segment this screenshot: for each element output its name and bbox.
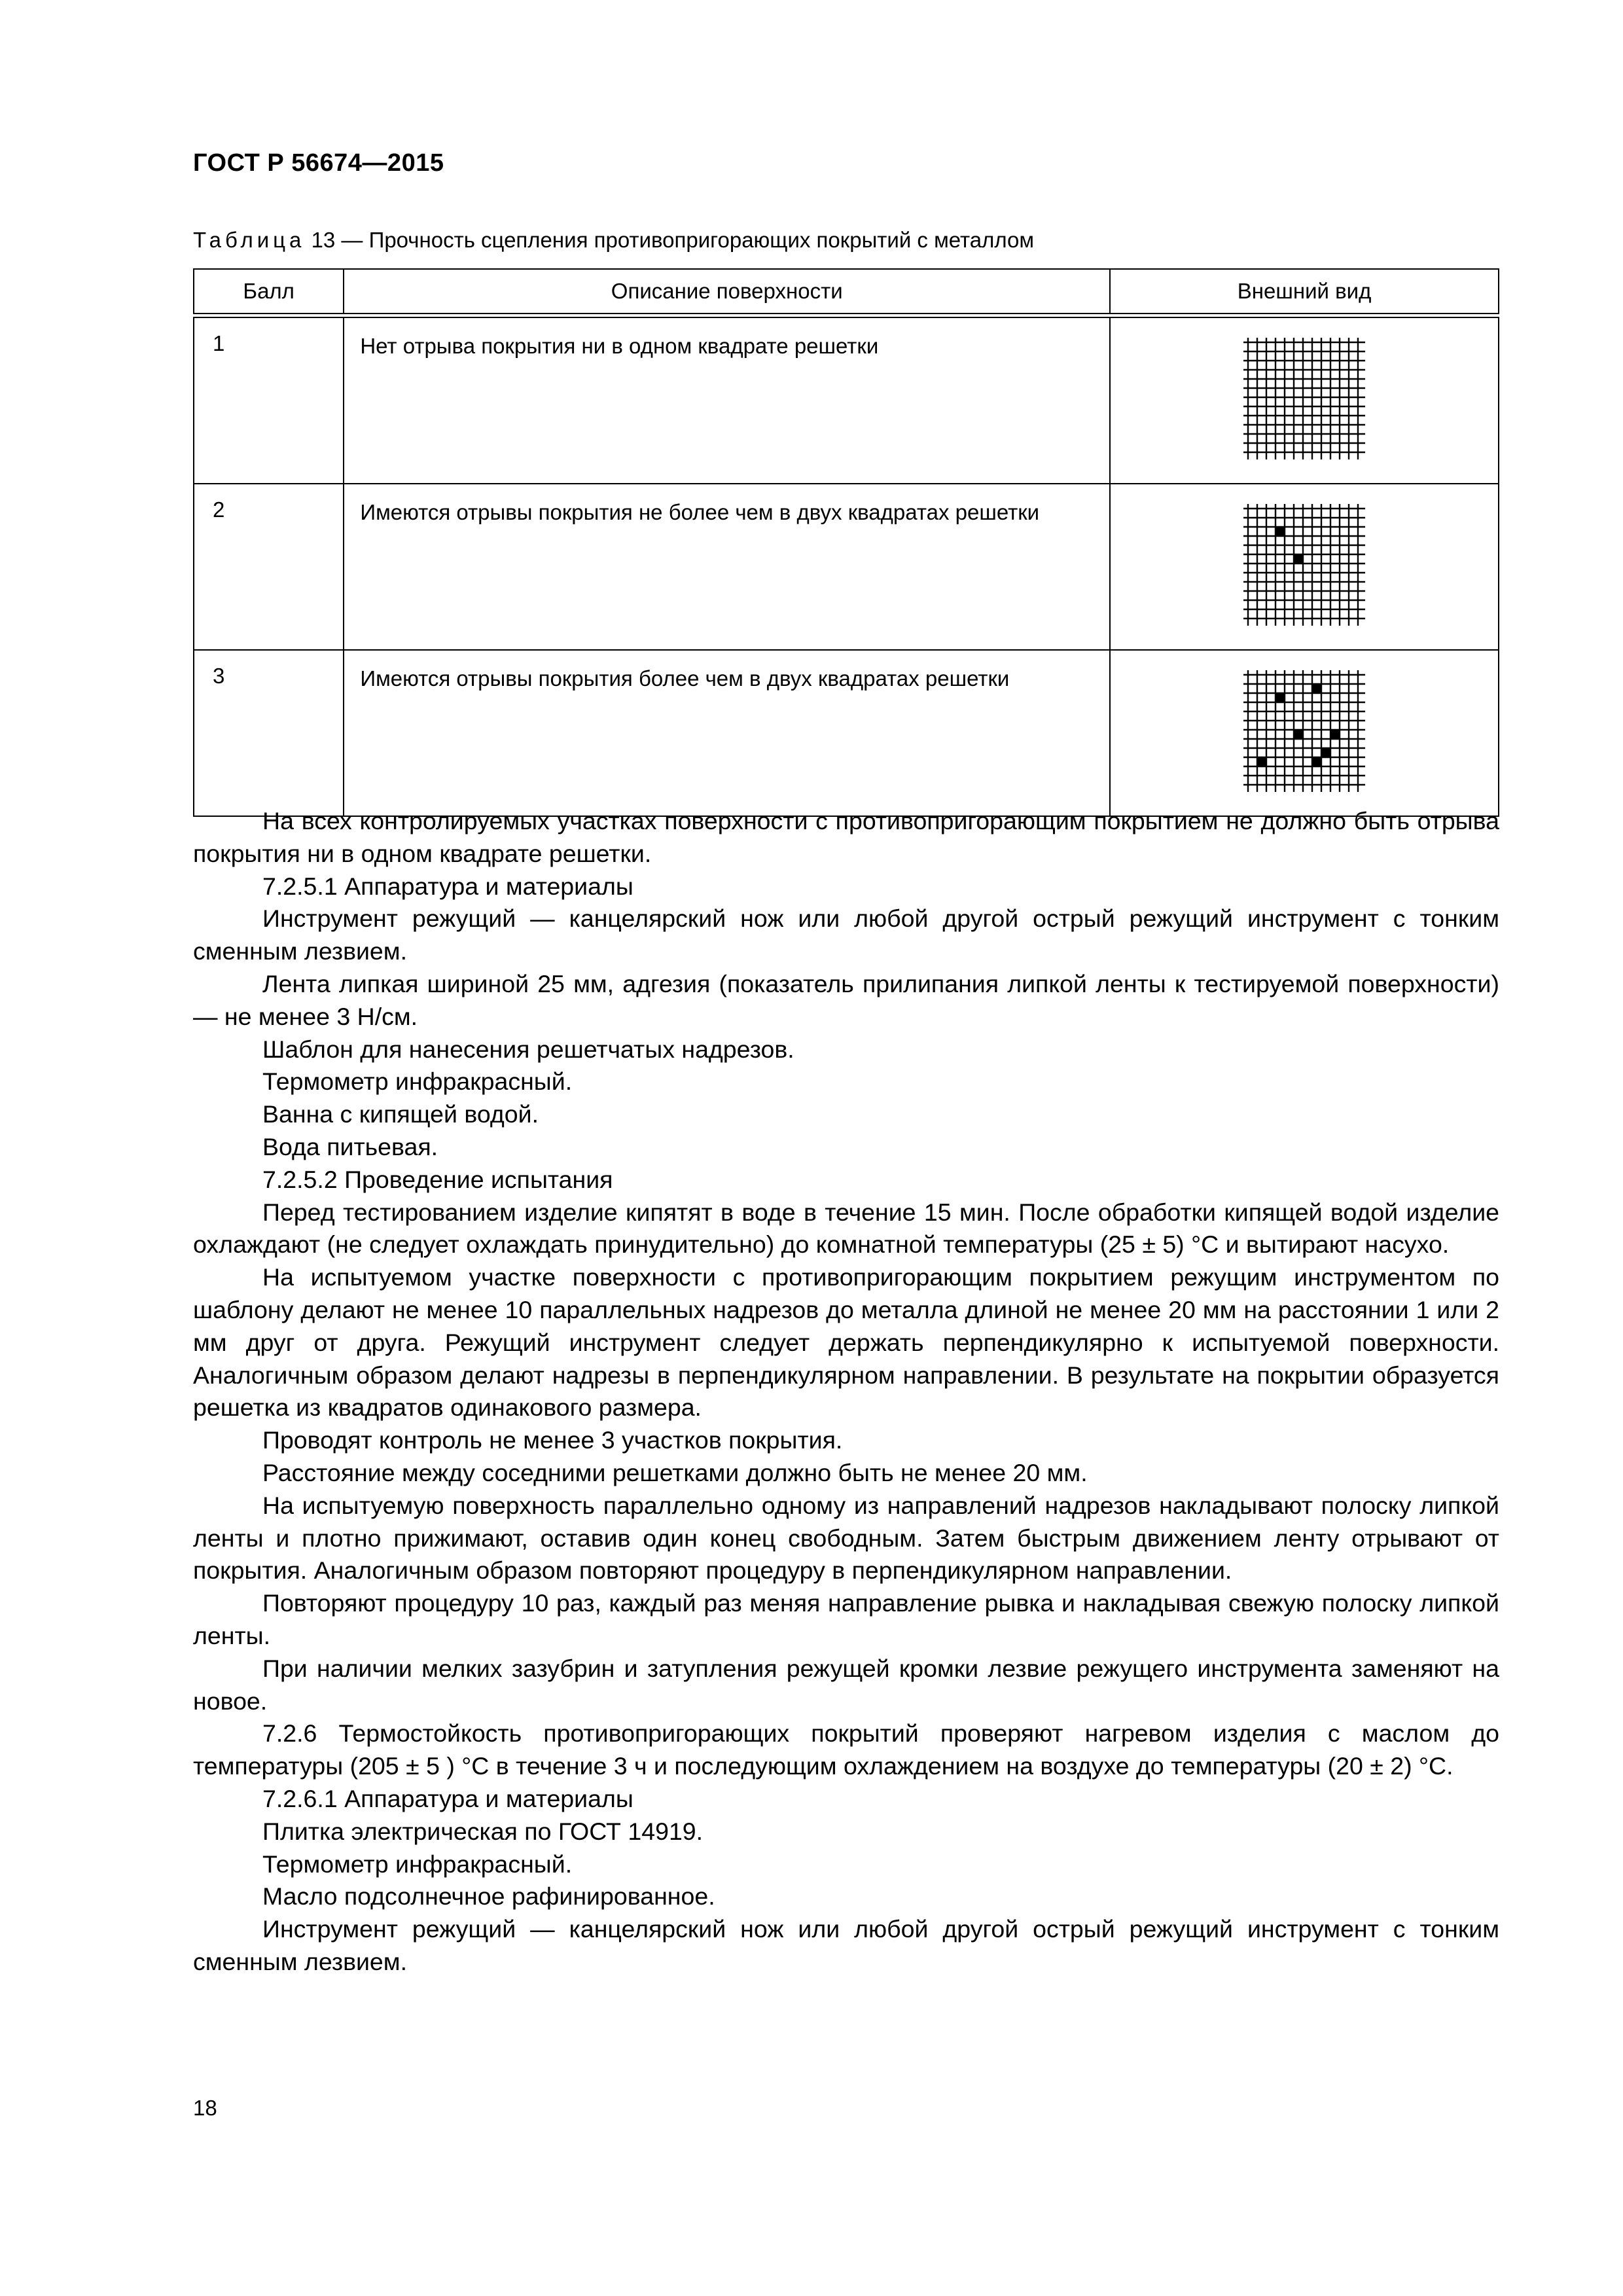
column-header-description: Описание поверхности	[344, 269, 1110, 314]
paragraph: Инструмент режущий — канцелярский нож или любой другой острый режущий инструмент с тонким сменным лезвием.	[193, 905, 1499, 965]
row-appearance	[1110, 317, 1499, 484]
paragraph: Шаблон для нанесения решетчатых надрезов.	[262, 1035, 794, 1063]
paragraph: Вода питьевая.	[262, 1132, 438, 1160]
paragraph: При наличии мелких зазубрин и затупления режущей кромки лезвие режущего инструмента заменяют на новое.	[193, 1654, 1499, 1715]
adhesion-table	[193, 268, 1499, 817]
table-row	[194, 484, 1499, 650]
row-appearance	[1110, 650, 1499, 816]
row-score: 3	[194, 650, 344, 816]
row-score: 1	[194, 317, 344, 484]
body-text	[193, 805, 1499, 1979]
paragraph: Повторяют процедуру 10 раз, каждый раз меняя направление рывка и накладывая свежую полоску липкой ленты.	[193, 1589, 1499, 1649]
paragraph: Расстояние между соседними решетками должно быть не менее 20 мм.	[262, 1458, 1088, 1486]
grid-many-defects-icon	[1243, 670, 1365, 792]
paragraph: Проводят контроль не менее 3 участков покрытия.	[262, 1426, 843, 1454]
paragraph: Перед тестированием изделие кипятят в воде в течение 15 мин. После обработки кипящей водой изделие охлаждают (не следует охлаждать принудительно) до комнатной температуры (25 ± 5) °С и вытирают насухо.	[193, 1198, 1499, 1259]
section-heading: 7.2.6.1 Аппаратура и материалы	[262, 1784, 633, 1812]
column-header-score: Балл	[194, 269, 344, 314]
paragraph: На испытуемом участке поверхности с противопригорающим покрытием режущим инструментом по шаблону делают не менее 10 параллельных надрезов до металла длиной не менее 20 мм на расстоянии 1 или 2 мм друг от друга. Режущий инструмент следует держать перпендикулярно к испытуемой поверхности. Аналогичным образом делают надрезы в перпендикулярном направлении. В результате на покрытии образуется решетка из квадратов одинакового размера.	[193, 1263, 1499, 1422]
section-heading: 7.2.5.1 Аппаратура и материалы	[262, 872, 633, 900]
column-header-appearance: Внешний вид	[1110, 269, 1499, 314]
row-appearance	[1110, 484, 1499, 650]
paragraph: Термометр инфракрасный.	[262, 1850, 573, 1878]
paragraph: На всех контролируемых участках поверхности с противопригорающим покрытием не должно быть отрыва покрытия ни в одном квадрате решетки.	[193, 807, 1499, 867]
page-number: 18	[193, 2096, 217, 2120]
paragraph: Ванна с кипящей водой.	[262, 1100, 539, 1128]
table-caption-prefix: Таблица	[193, 228, 306, 252]
section-heading: 7.2.5.2 Проведение испытания	[262, 1165, 613, 1193]
table-caption-text: 13 — Прочность сцепления противопригорающих покрытий с металлом	[311, 228, 1035, 252]
clean-grid-icon	[1243, 338, 1365, 459]
paragraph: Плитка электрическая по ГОСТ 14919.	[262, 1817, 704, 1845]
row-description: Нет отрыва покрытия ни в одном квадрате решетки	[344, 317, 1110, 484]
row-score: 2	[194, 484, 344, 650]
grid-two-defects-icon	[1243, 504, 1365, 626]
paragraph: 7.2.6 Термостойкость противопригорающих покрытий проверяют нагревом изделия с маслом до температуры (205 ± 5 ) °С в течение 3 ч и последующим охлаждением на воздухе до температуры (20 ± 2) °С.	[193, 1719, 1499, 1780]
paragraph: На испытуемую поверхность параллельно одному из направлений надрезов накладывают полоску липкой ленты и плотно прижимают, оставив один конец свободным. Затем быстрым движением ленту отрывают от покрытия. Аналогичным образом повторяют процедуру в перпендикулярном направлении.	[193, 1491, 1499, 1585]
table-caption	[193, 228, 1034, 253]
paragraph: Масло подсолнечное рафинированное.	[262, 1882, 715, 1910]
document-header: ГОСТ Р 56674—2015	[193, 149, 444, 177]
table-row	[194, 650, 1499, 816]
row-description: Имеются отрывы покрытия более чем в двух квадратах решетки	[344, 650, 1110, 816]
paragraph: Термометр инфракрасный.	[262, 1067, 573, 1096]
paragraph: Лента липкая шириной 25 мм, адгезия (показатель прилипания липкой ленты к тестируемой поверхности) — не менее 3 Н/см.	[193, 969, 1499, 1030]
table-header-row	[194, 269, 1499, 314]
table-row	[194, 317, 1499, 484]
row-description: Имеются отрывы покрытия не более чем в двух квадратах решетки	[344, 484, 1110, 650]
paragraph: Инструмент режущий — канцелярский нож или любой другой острый режущий инструмент с тонким сменным лезвием.	[193, 1915, 1499, 1975]
